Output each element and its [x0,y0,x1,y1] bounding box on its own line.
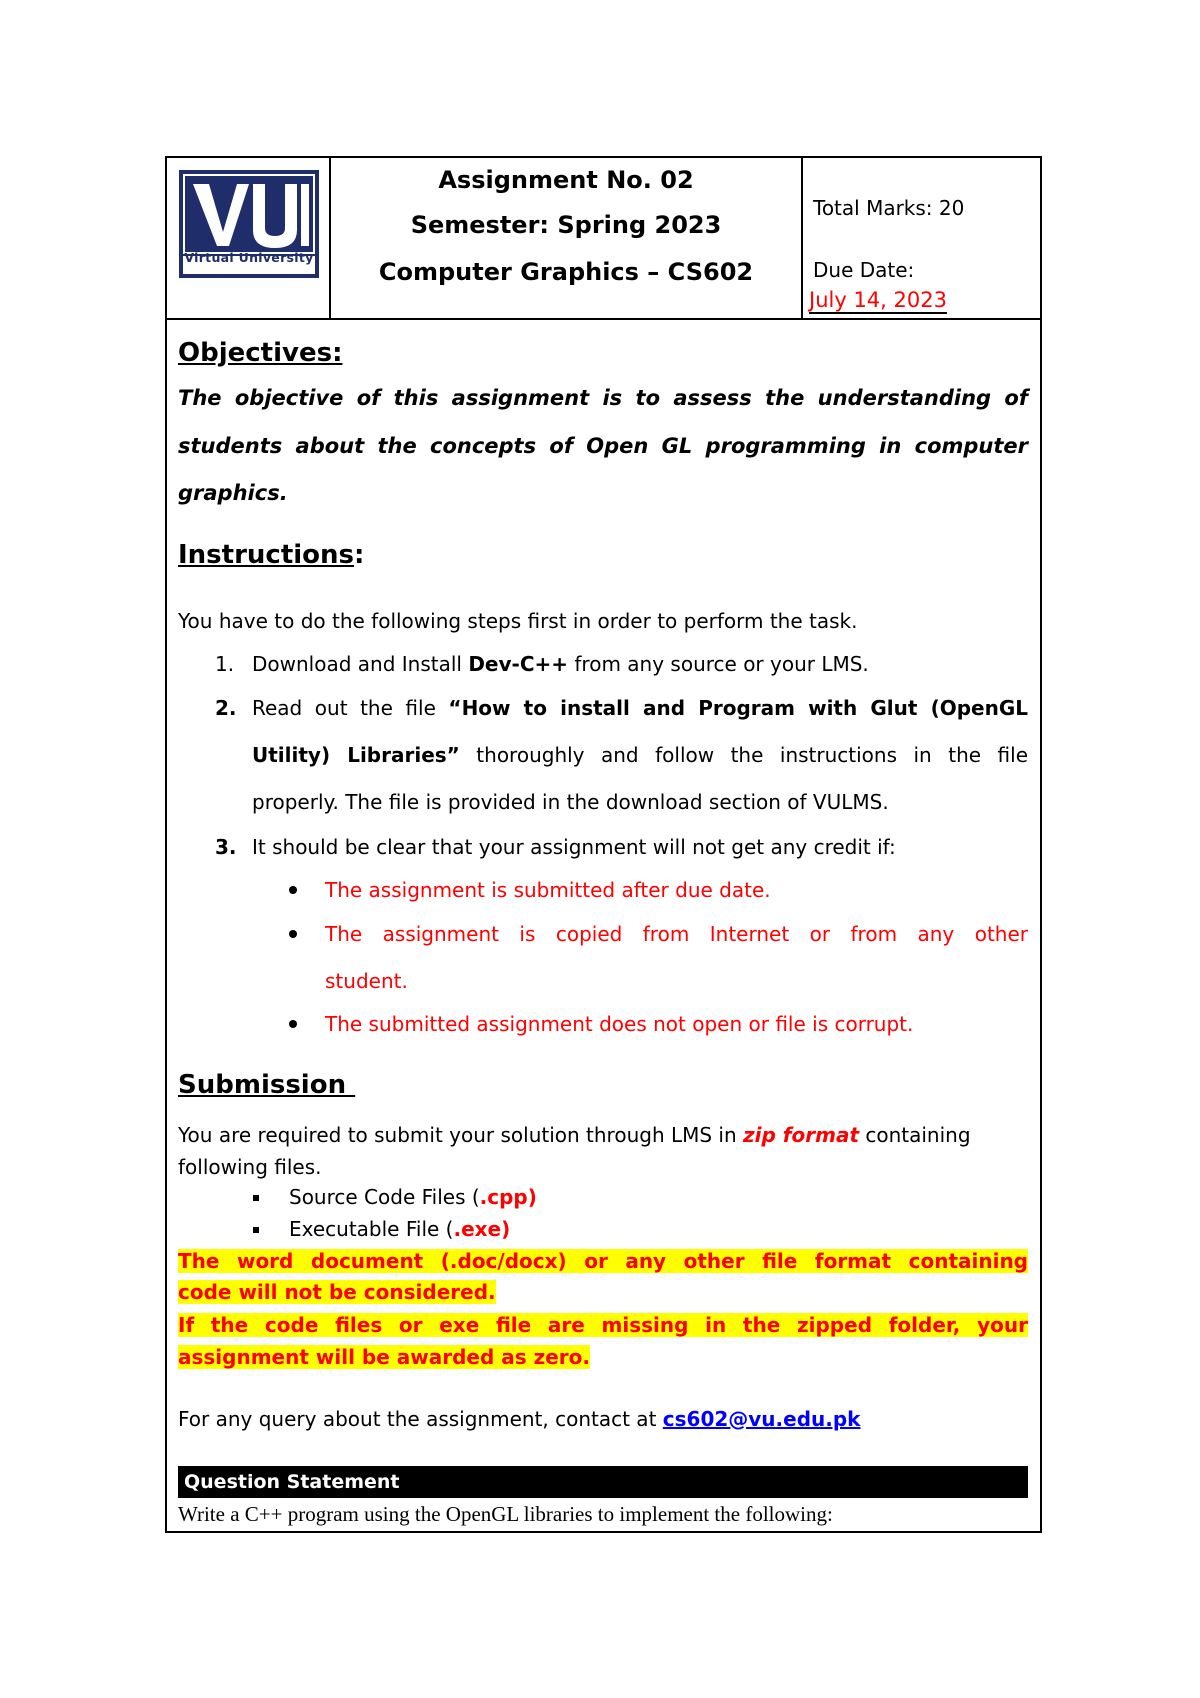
warning-2-line-2: assignment will be awarded as zero. [178,1345,590,1369]
bullet-icon [253,1227,259,1233]
step-1: Download and Install Dev-C++ from any source or your LMS. [252,652,869,676]
instructions-heading: Instructions: [178,540,365,570]
course-title: Computer Graphics – CS602 [378,258,754,286]
instructions-intro: You have to do the following steps first in order to perform the task. [178,609,858,633]
bullet-icon [289,1020,297,1028]
contact-line: For any query about the assignment, contact at cs602@vu.edu.pk [178,1407,861,1431]
total-marks: Total Marks: 20 [813,196,965,220]
assignment-number: Assignment No. 02 [438,166,694,194]
header-table [167,158,1040,320]
step-3-number: 3. [215,835,237,859]
file-source-code: Source Code Files (.cpp) [289,1185,537,1209]
bullet-icon [289,930,297,938]
marks-cell [803,158,1040,318]
step-2-line-1: Read out the file “How to install and Program with Glut (OpenGL [252,696,1029,720]
step-2-line-2: Utility) Libraries” thoroughly and follow the instructions in the file [252,743,1028,767]
objectives-line-2: students about the concepts of Open GL programming in computer [178,434,1028,458]
file-executable: Executable File (.exe) [289,1217,511,1241]
bullet-icon [289,886,297,894]
submission-heading: Submission [178,1070,356,1100]
warning-1-line-1: The word document (.doc/docx) or any other file format containing [178,1249,1028,1273]
step-1-number: 1. [215,652,235,676]
bullet-icon [253,1195,259,1201]
question-statement-bar: Question Statement [178,1466,1028,1498]
bullet-copied-line-1: The assignment is copied from Internet or from any other [325,922,1028,946]
warning-1-line-2: code will not be considered. [178,1280,496,1304]
logo-cell [167,158,331,318]
objectives-line-3: graphics. [178,481,288,505]
objectives-heading: Objectives: [178,338,343,368]
bullet-copied-line-2: student. [325,969,408,993]
due-date: July 14, 2023 [809,288,947,312]
question-text: Write a C++ program using the OpenGL libraries to implement the following: [178,1502,833,1526]
due-date-label: Due Date: [813,258,915,282]
title-cell [331,158,803,318]
warning-2-line-1: If the code files or exe file are missing in the zipped folder, your [178,1313,1028,1337]
submission-line-1: You are required to submit your solution through LMS in zip format containing [178,1123,971,1147]
step-2-line-3: properly. The file is provided in the download section of VULMS. [252,790,889,814]
step-2-number: 2. [215,696,237,720]
semester: Semester: Spring 2023 [410,211,722,239]
bullet-late-submission: The assignment is submitted after due date. [325,878,771,902]
submission-line-2: following files. [178,1155,322,1179]
logo-caption: Virtual University [184,250,314,265]
objectives-line-1: The objective of this assignment is to assess the understanding of [178,386,1028,410]
bullet-corrupt-file: The submitted assignment does not open or file is corrupt. [325,1012,914,1036]
assignment-frame [165,156,1042,1533]
contact-email-link[interactable]: cs602@vu.edu.pk [662,1407,861,1431]
step-3: It should be clear that your assignment will not get any credit if: [252,835,896,859]
